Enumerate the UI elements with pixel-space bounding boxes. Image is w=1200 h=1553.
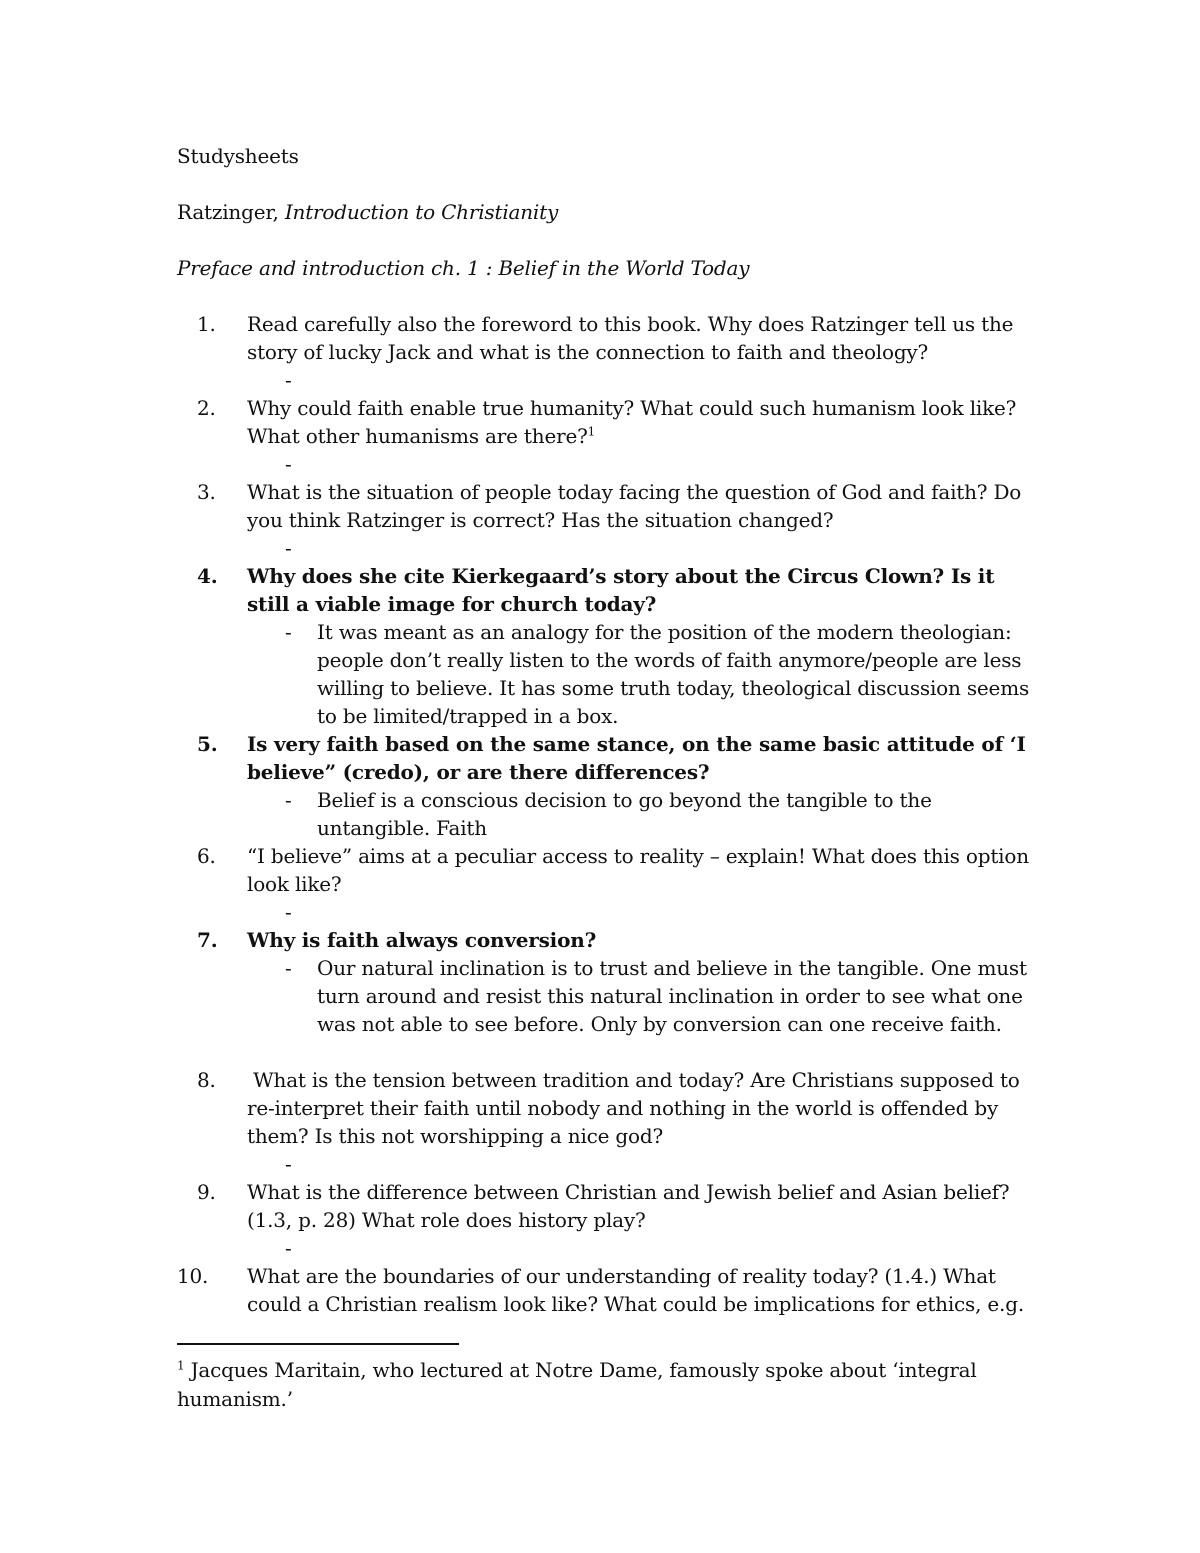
- question-text: Why does she cite Kierkegaard’s story about the Circus Clown? Is it still a viable image for church today?: [247, 564, 995, 616]
- answer-bullet: -: [285, 788, 292, 812]
- question-number: 6.: [197, 844, 216, 868]
- book-title: Introduction to Christianity: [284, 200, 559, 224]
- question-number: 9.: [197, 1180, 216, 1204]
- question-number: 2.: [197, 396, 216, 420]
- footnote: [177, 1356, 1037, 1414]
- answer-text: Our natural inclination is to trust and believe in the tangible. One must turn around and resist this natural inclination in order to see what one was not able to see before. Only by conversion can one receive faith.: [317, 956, 1027, 1036]
- question-number: 5.: [197, 732, 218, 756]
- question-text: What is the difference between Christian and Jewish belief and Asian belief? (1.3, p. 28) What role does history play?: [247, 1180, 1010, 1232]
- footnote-separator: [177, 1343, 459, 1345]
- question-text: Read carefully also the foreword to this book. Why does Ratzinger tell us the story of lucky Jack and what is the connection to faith and theology?: [247, 312, 1014, 364]
- answer-bullet: -: [285, 452, 292, 476]
- footnote-text: Jacques Maritain, who lectured at Notre Dame, famously spoke about ‘integral humanism.’: [177, 1358, 983, 1411]
- question-number: 4.: [197, 564, 218, 588]
- question-number: 1.: [197, 312, 216, 336]
- answer-bullet: -: [285, 620, 292, 644]
- answer-text: Belief is a conscious decision to go beyond the tangible to the untangible. Faith: [317, 788, 932, 840]
- footnote-marker: 1: [177, 1358, 185, 1373]
- document-page: [177, 0, 1037, 1553]
- document-title: Studysheets: [177, 144, 299, 168]
- question-number: 7.: [197, 928, 218, 952]
- section-heading: Preface and introduction ch. 1 : Belief in the World Today: [177, 256, 750, 280]
- question-number: 3.: [197, 480, 216, 504]
- question-text: Why could faith enable true humanity? What could such humanism look like? What other humanisms are there?$^1$: [247, 396, 1017, 448]
- answer-bullet: -: [285, 368, 292, 392]
- answer-bullet: -: [285, 1236, 292, 1260]
- answer-bullet: -: [285, 536, 292, 560]
- question-text: What is the tension between tradition and today? Are Christians supposed to re-interpret their faith until nobody and nothing in the world is offended by them? Is this not worshipping a nice god?: [247, 1068, 1026, 1148]
- question-text: Is very faith based on the same stance, on the same basic attitude of ‘I believe” (credo), or are there differences?: [247, 732, 1026, 784]
- question-number: 8.: [197, 1068, 216, 1092]
- question-text: “I believe” aims at a peculiar access to reality – explain! What does this option look like?: [247, 844, 1029, 896]
- question-text: What is the situation of people today facing the question of God and faith? Do you think Ratzinger is correct? Has the situation changed?: [247, 480, 1022, 532]
- question-text: Why is faith always conversion?: [247, 928, 597, 952]
- answer-text: It was meant as an analogy for the position of the modern theologian: people don’t really listen to the words of faith anymore/people are less willing to believe. It has some truth today, theological discussion seems to be limited/trapped in a box.: [317, 620, 1030, 728]
- book-author: Ratzinger,: [177, 200, 279, 224]
- footnote-reference[interactable]: 1: [587, 424, 596, 439]
- answer-bullet: -: [285, 956, 292, 980]
- answer-bullet: -: [285, 1152, 292, 1176]
- answer-bullet: -: [285, 900, 292, 924]
- question-text: What are the boundaries of our understanding of reality today? (1.4.) What could a Christian realism look like? What could be implications for ethics, e.g.: [247, 1264, 1024, 1316]
- question-number: 10.: [177, 1264, 209, 1288]
- book-reference: [177, 198, 558, 226]
